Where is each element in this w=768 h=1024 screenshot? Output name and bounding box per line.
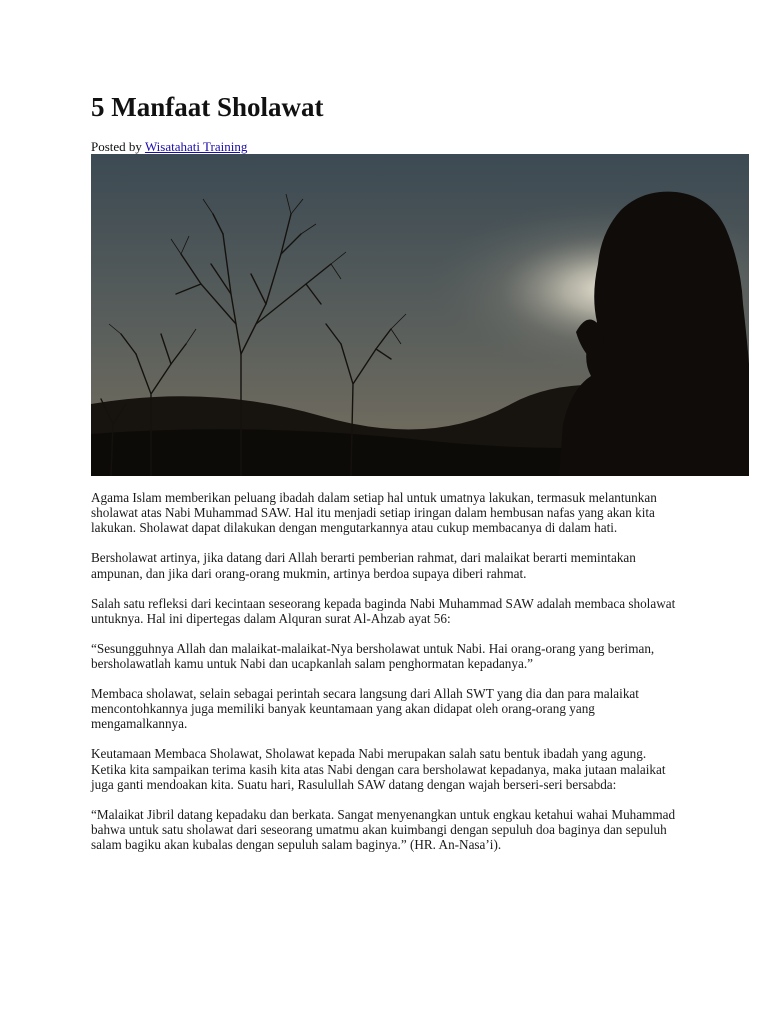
byline: [91, 139, 247, 155]
article-title: 5 Manfaat Sholawat: [91, 92, 324, 122]
article-photo: [91, 154, 749, 476]
paragraph: Bersholawat artinya, jika datang dari Allah berarti pemberian rahmat, dari malaikat berarti memintakan ampunan, dan jika dari orang-orang mukmin, artinya berdoa supaya diberi rahmat.: [91, 550, 636, 581]
paragraph: Agama Islam memberikan peluang ibadah dalam setiap hal untuk umatnya lakukan, termasuk melantunkan sholawat atas Nabi Muhammad SAW. Hal itu menjadi setiap iringan dalam hembusan nafas yang akan kita lakukan. Sholawat dapat dilakukan dengan mengutarkannya atau cukup membacanya di dalam hati.: [91, 490, 657, 536]
article-body: [91, 490, 676, 867]
paragraph: Salah satu refleksi dari kecintaan seseorang kepada baginda Nabi Muhammad SAW adalah membaca sholawat untuknya. Hal ini dipertegas dalam Alquran surat Al-Ahzab ayat 56:: [91, 595, 676, 626]
posted-by-label: Posted by: [91, 139, 142, 154]
paragraph: Keutamaan Membaca Sholawat, Sholawat kepada Nabi merupakan salah satu bentuk ibadah yang agung. Ketika kita sampaikan terima kasih kita atas Nabi dengan cara bersholawat kepadanya, maka jutaan malaikat juga ganti mendoakan kita. Suatu hari, Rasulullah SAW datang dengan wajah berseri-seri bersabda:: [91, 746, 666, 792]
paragraph: Membaca sholawat, selain sebagai perintah secara langsung dari Allah SWT yang dia dan para malaikat mencontohkannya juga memiliki banyak keuntamaan yang akan didapat oleh orang-orang yang mengamalkannya.: [91, 686, 639, 732]
quote-paragraph: “Sesungguhnya Allah dan malaikat-malaikat-Nya bersholawat untuk Nabi. Hai orang-orang yang beriman, bersholawatlah kamu untuk Nabi dan ucapkanlah salam penghormatan kepadanya.”: [91, 640, 655, 672]
author-link[interactable]: Wisatahati Training: [144, 139, 248, 154]
quote-paragraph: “Malaikat Jibril datang kepadaku dan berkata. Sangat menyenangkan untuk engkau ketahui wahai Muhammad bahwa untuk satu sholawat dari seseorang umatmu akan kuimbangi dengan sepuluh doa baginya dan sepuluh salam bagiku akan kubalas dengan sepuluh salam baginya.” (HR. An-Nasa’i).: [91, 806, 676, 853]
